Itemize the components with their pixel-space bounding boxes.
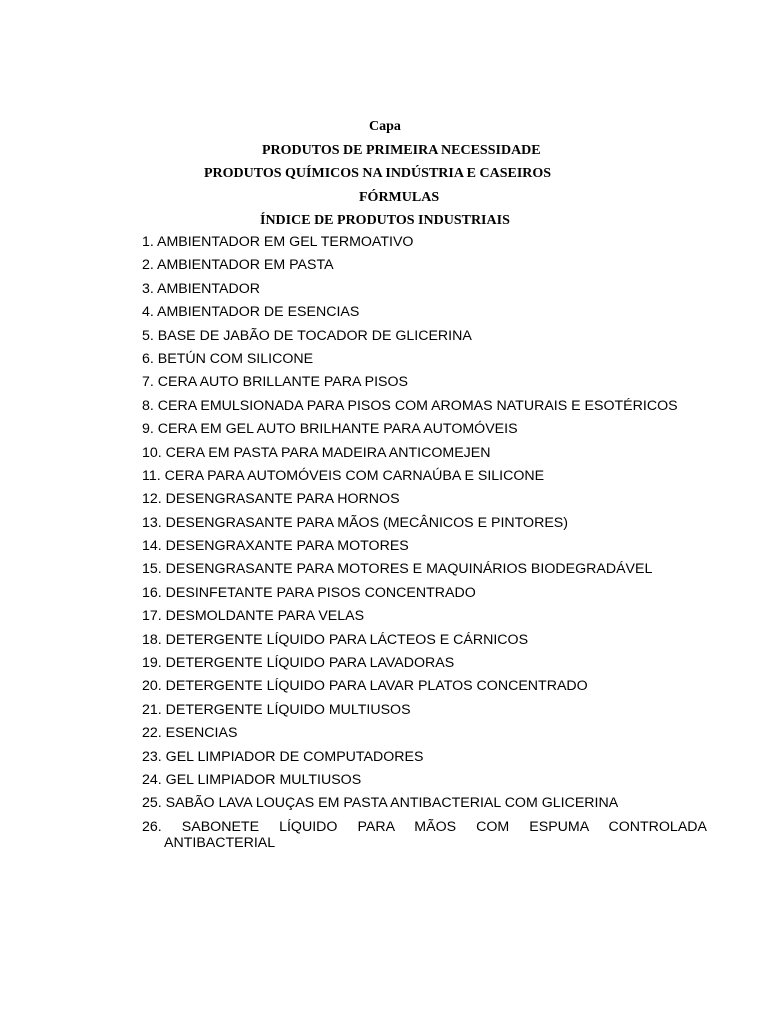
list-item: 10. CERA EM PASTA PARA MADEIRA ANTICOMEJEN [142, 444, 491, 461]
list-item: 16. DESINFETANTE PARA PISOS CONCENTRADO [142, 584, 476, 601]
list-item: 5. BASE DE JABÃO DE TOCADOR DE GLICERINA [142, 327, 472, 344]
list-item: 8. CERA EMULSIONADA PARA PISOS COM AROMAS NATURAIS E ESOTÉRICOS [142, 397, 678, 414]
list-item: 3. AMBIENTADOR [142, 280, 260, 297]
index-heading: ÍNDICE DE PRODUTOS INDUSTRIAIS [260, 213, 510, 228]
list-item: 12. DESENGRASANTE PARA HORNOS [142, 491, 400, 508]
list-item: 21. DETERGENTE LÍQUIDO MULTIUSOS [142, 701, 411, 718]
list-item: 17. DESMOLDANTE PARA VELAS [142, 608, 365, 625]
product-index-list [142, 234, 707, 858]
list-item: 11. CERA PARA AUTOMÓVEIS COM CARNAÚBA E SILICONE [142, 467, 545, 484]
title-heading: PRODUTOS DE PRIMEIRA NECESSIDADE [262, 143, 541, 158]
subtitle-heading: PRODUTOS QUÍMICOS NA INDÚSTRIA E CASEIROS [204, 166, 552, 181]
list-item: 2. AMBIENTADOR EM PASTA [142, 257, 334, 274]
formulas-heading: FÓRMULAS [359, 190, 440, 205]
list-item: 26. SABONETE LÍQUIDO PARA MÃOS COM ESPUMA CONTROLADA ANTIBACTERIAL [142, 818, 707, 851]
list-item: 9. CERA EM GEL AUTO BRILHANTE PARA AUTOMÓVEIS [142, 421, 518, 438]
list-item: 18. DETERGENTE LÍQUIDO PARA LÁCTEOS E CÁRNICOS [142, 631, 529, 648]
list-item: 14. DESENGRAXANTE PARA MOTORES [142, 538, 409, 555]
list-item: 13. DESENGRASANTE PARA MÃOS (MECÂNICOS E PINTORES) [142, 514, 568, 531]
list-item: 1. AMBIENTADOR EM GEL TERMOATIVO [142, 234, 414, 250]
list-item: 7. CERA AUTO BRILLANTE PARA PISOS [142, 374, 408, 391]
list-item: 24. GEL LIMPIADOR MULTIUSOS [142, 771, 362, 788]
list-item: 22. ESENCIAS [142, 725, 238, 742]
list-item: 25. SABÃO LAVA LOUÇAS EM PASTA ANTIBACTERIAL COM GLICERINA [142, 795, 619, 812]
list-item: 4. AMBIENTADOR DE ESENCIAS [142, 304, 360, 321]
cover-heading: Capa [369, 119, 401, 134]
list-item: 19. DETERGENTE LÍQUIDO PARA LAVADORAS [142, 655, 455, 672]
list-item: 20. DETERGENTE LÍQUIDO PARA LAVAR PLATOS CONCENTRADO [142, 678, 588, 695]
list-item: 15. DESENGRASANTE PARA MOTORES E MAQUINÁRIOS BIODEGRADÁVEL [142, 561, 653, 578]
list-item: 23. GEL LIMPIADOR DE COMPUTADORES [142, 748, 424, 765]
list-item: 6. BETÚN COM SILICONE [142, 350, 314, 367]
